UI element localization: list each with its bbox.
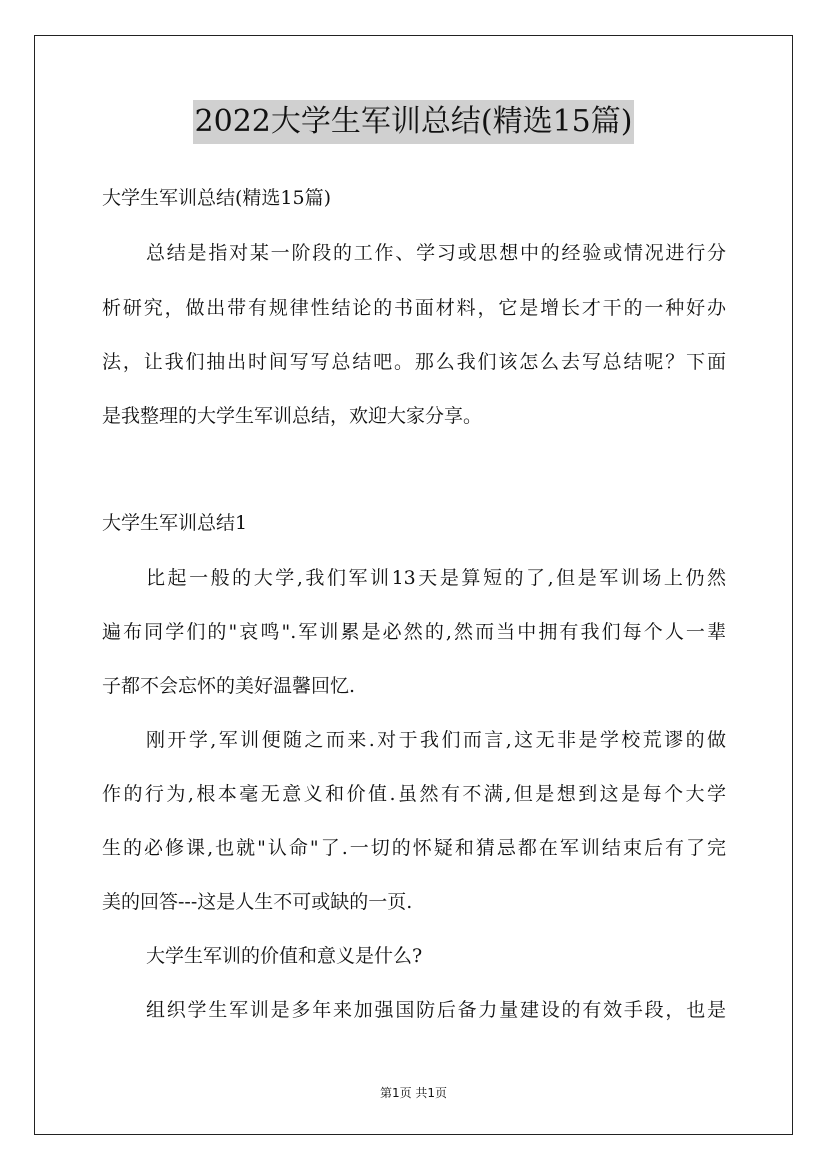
para1-line-3: 子都不会忘怀的美好温馨回忆. [102, 675, 356, 697]
para3-line-1: 组织学生军训是多年来加强国防后备力量建设的有效手段，也是 [146, 999, 726, 1021]
intro-line-3: 法，让我们抽出时间写写总结吧。那么我们该怎么去写总结呢？下面 [102, 351, 726, 373]
title-container [0, 100, 827, 144]
para1-line-1: 比起一般的大学,我们军训13天是算短的了,但是军训场上仍然 [146, 567, 726, 589]
para2-line-2: 作的行为,根本毫无意义和价值.虽然有不满,但是想到这是每个大学 [102, 783, 726, 805]
para2-line-4: 美的回答---这是人生不可或缺的一页. [102, 891, 413, 913]
intro-line-2: 析研究，做出带有规律性结论的书面材料，它是增长才干的一种好办 [102, 297, 726, 319]
question-line: 大学生军训的价值和意义是什么? [146, 945, 423, 967]
para2-line-1: 刚开学,军训便随之而来.对于我们而言,这无非是学校荒谬的做 [146, 729, 726, 751]
page-footer: 第1页 共1页 [379, 1086, 448, 1100]
para2-line-3: 生的必修课,也就"认命"了.一切的怀疑和猜忌都在军训结束后有了完 [102, 837, 726, 859]
subtitle: 大学生军训总结(精选15篇) [102, 187, 332, 209]
intro-line-1: 总结是指对某一阶段的工作、学习或思想中的经验或情况进行分 [146, 242, 726, 264]
document-title: 2022大学生军训总结(精选15篇) [193, 100, 635, 144]
para1-line-2: 遍布同学们的"哀鸣".军训累是必然的,然而当中拥有我们每个人一辈 [102, 621, 726, 643]
section-heading-1: 大学生军训总结1 [102, 512, 248, 534]
intro-line-4: 是我整理的大学生军训总结，欢迎大家分享。 [102, 405, 483, 427]
